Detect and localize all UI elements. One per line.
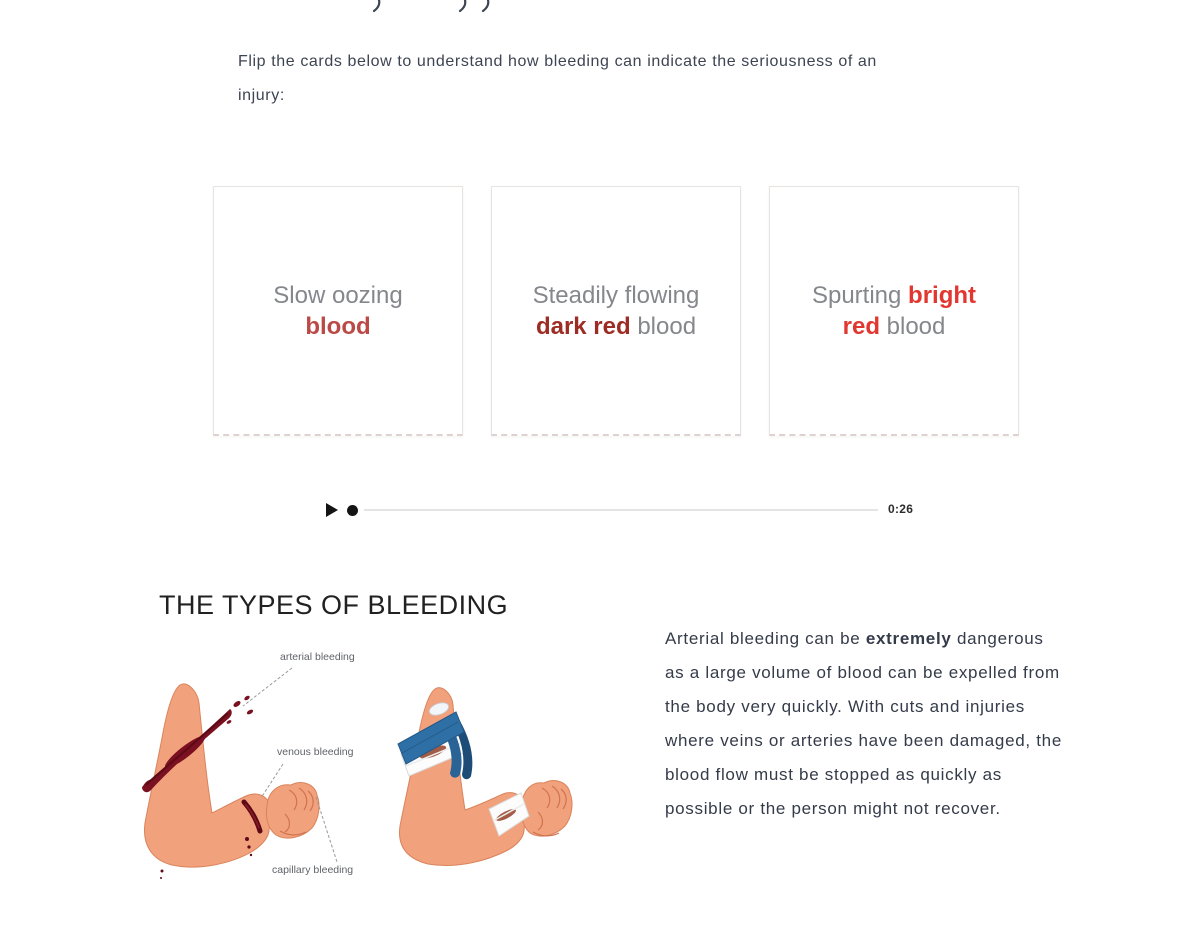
intro-line-1: Flip the cards below to understand how bleeding can indicate the seriousness of an [238, 53, 877, 70]
paragraph-line: possible or the person might not recover. [665, 799, 1001, 818]
progress-track[interactable] [364, 509, 878, 511]
intro-line-2: injury: [238, 87, 285, 104]
paragraph-line: Arterial bleeding can be extremely dangerous [665, 629, 1044, 648]
paragraph-line: as a large volume of blood can be expelled from [665, 663, 1060, 682]
flashcards [213, 186, 1019, 436]
bandaged-arm-graphic [398, 688, 572, 866]
label-capillary-bleeding: capillary bleeding [272, 864, 354, 876]
play-icon[interactable] [326, 503, 338, 517]
scrubber-handle[interactable] [347, 505, 358, 516]
injured-arm-graphic [141, 684, 319, 879]
flashcard-text: Spurting bright red blood [811, 281, 977, 340]
arterial-paragraph [665, 622, 1105, 826]
bleeding-types-illustration [140, 645, 600, 910]
flashcard-slow-oozing-blood[interactable] [213, 186, 463, 436]
label-arterial-bleeding: arterial bleeding [280, 651, 355, 663]
intro-text [238, 45, 877, 113]
flashcard-text: Steadily flowing dark red blood [532, 281, 700, 340]
time-remaining: 0:26 [888, 502, 914, 516]
cropped-text-top [370, 0, 510, 13]
flashcard-text: Slow oozing blood [273, 281, 403, 340]
paragraph-line: the body very quickly. With cuts and injuries [665, 697, 1025, 716]
paragraph-line: where veins or arteries have been damaged, the [665, 731, 1062, 750]
flashcard-steadily-flowing-dark-red-blood[interactable] [491, 186, 741, 436]
label-venous-bleeding: venous bleeding [277, 746, 354, 758]
flashcard-spurting-bright-red-blood[interactable] [769, 186, 1019, 436]
section-heading: THE TYPES OF BLEEDING [159, 590, 509, 620]
paragraph-line: blood flow must be stopped as quickly as [665, 765, 1003, 784]
